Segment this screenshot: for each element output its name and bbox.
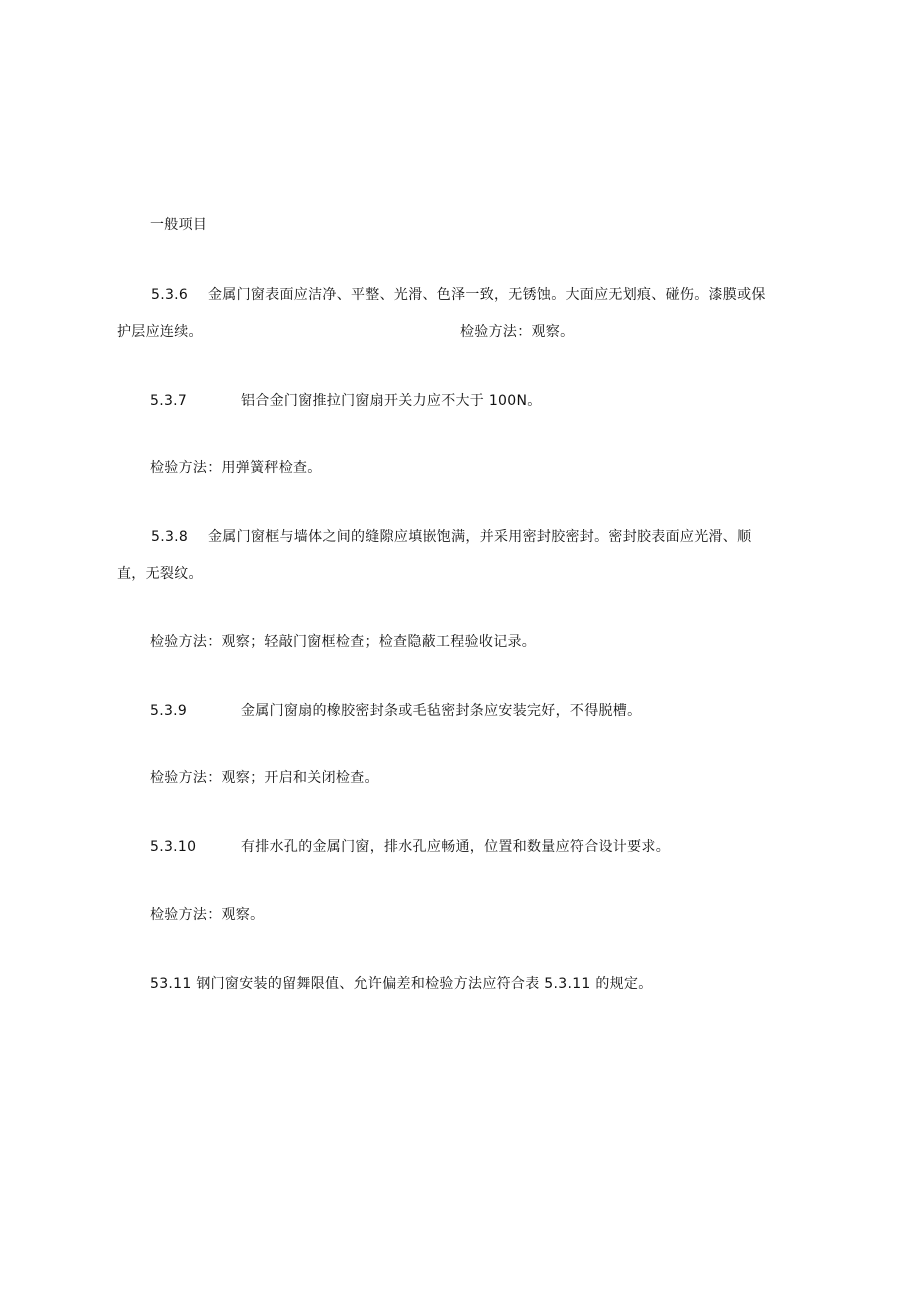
clause-5-3-10-method: 检验方法：观察。 xyxy=(150,907,265,923)
clause-5-3-10-number: 5.3.10 xyxy=(150,839,197,855)
clause-5-3-9-method: 检验方法：观察；开启和关闭检查。 xyxy=(150,770,379,786)
clause-5-3-8-number: 5.3.8 xyxy=(151,529,189,545)
clause-5-3-8-text-line2: 直，无裂纹。 xyxy=(117,566,203,582)
clause-5-3-9-text: 金属门窗扇的橡胶密封条或毛毡密封条应安装完好，不得脱槽。 xyxy=(241,703,642,719)
clause-5-3-7-method: 检验方法：用弹簧秤检查。 xyxy=(150,460,322,476)
clause-5-3-11-text: 53.11 钢门窗安装的留舞限值、允许偏差和检验方法应符合表 5.3.11 的规定。 xyxy=(150,976,653,992)
section-heading: 一般项目 xyxy=(150,217,208,233)
clause-5-3-7-text: 铝合金门窗推拉门窗扇开关力应不大于 100N。 xyxy=(241,393,542,409)
clause-5-3-9-number: 5.3.9 xyxy=(150,703,188,719)
clause-5-3-6-method: 检验方法：观察。 xyxy=(460,324,575,340)
clause-5-3-7-number: 5.3.7 xyxy=(150,393,188,409)
clause-5-3-6-text-line2: 护层应连续。 xyxy=(117,324,203,340)
clause-5-3-8-text-line1: 金属门窗框与墙体之间的缝隙应填嵌饱满，并采用密封胶密封。密封胶表面应光滑、顺 xyxy=(208,529,752,545)
clause-5-3-8-method: 检验方法：观察；轻敲门窗框检查；检查隐蔽工程验收记录。 xyxy=(150,634,537,650)
clause-5-3-6-text-line1: 金属门窗表面应洁净、平整、光滑、色泽一致，无锈蚀。大面应无划痕、碰伤。漆膜或保 xyxy=(208,287,766,303)
clause-5-3-6-number: 5.3.6 xyxy=(151,287,189,303)
clause-5-3-10-text: 有排水孔的金属门窗，排水孔应畅通，位置和数量应符合设计要求。 xyxy=(241,839,670,855)
